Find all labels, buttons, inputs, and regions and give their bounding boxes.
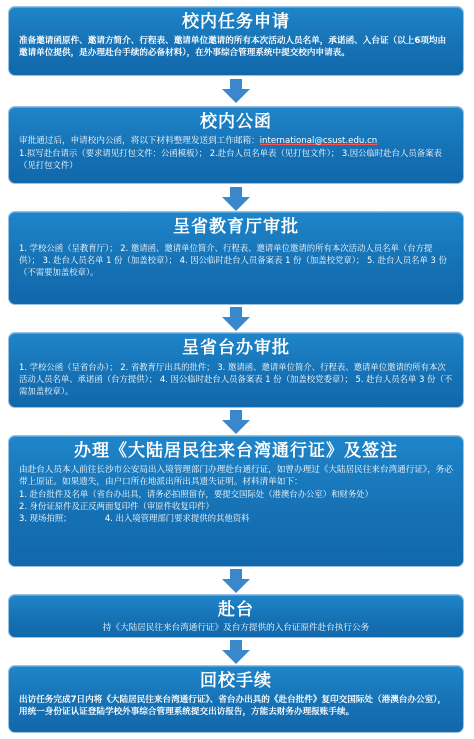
list-item: 2. 邀请函、邀请单位简介、行程表、邀请单位邀请的所有本次活动人员名单（台方提供）； (19, 243, 433, 265)
list-item: 2. 身份证原件及正反两面复印件（审原件收复印件） (19, 501, 214, 511)
list-item: 2. 省教育厅出具的批件； (120, 362, 215, 372)
list-item-text: 3. 现场拍照； (19, 513, 72, 523)
list-item: 3. 赴台人员名单 1 份（加盖校章）； (42, 255, 177, 265)
step-title: 呈省台办审批 (182, 338, 290, 358)
list-item: 1. 学校公函（呈教育厅）； (19, 243, 118, 253)
step-title: 回校手续 (200, 671, 272, 691)
step-return-procedures (8, 665, 464, 733)
down-arrow-icon (222, 79, 250, 103)
list-item: 5. 赴台人员名单 3 份（不需加盖校章）。 (19, 374, 453, 396)
down-arrow-icon (222, 307, 250, 331)
down-arrow-icon (222, 410, 250, 434)
step-education-dept-approval (8, 211, 464, 305)
step-description-text: 审批通过后，申请校内公函，将以下材料整理发送到工作邮箱： (19, 136, 260, 146)
step-title: 办理《大陆居民往来台湾通行证》及签注 (74, 441, 398, 461)
step-travel-permit (8, 435, 464, 567)
step-title: 校内公函 (200, 112, 272, 132)
step-taiwan-office-approval (8, 332, 464, 408)
list-item: 3.因公临时赴台人员备案表（见打包文件） (19, 148, 442, 170)
material-list (9, 147, 463, 171)
step-title: 赴台 (218, 600, 254, 620)
step-task-application (8, 6, 464, 76)
step-description (9, 133, 463, 147)
work-email-link[interactable]: international@csust.edu.cn (259, 136, 378, 146)
list-item: 1. 学校公函（呈省台办）； (19, 362, 118, 372)
material-list (9, 359, 463, 397)
step-description: 准备邀请函原件、邀请方简介、行程表、邀请单位邀请的所有本次活动人员名单，承诺函、入台证（以上6项均由邀请单位提供，是办理赴台手续的必备材料），在外事综合管理系统中提交校内申请表。 (19, 36, 447, 58)
step-description: 由赴台人员本人前往长沙市公安局出入境管理部门办理赴台通行证，如曾办理过《大陆居民往来台湾通行证》，务必带上原证。如果遗失，由户口所在地派出所出具遗失证明。材料清单如下： (19, 465, 453, 487)
list-item (19, 512, 453, 524)
down-arrow-icon (222, 569, 250, 593)
step-description: 出访任务完成7日内将《大陆居民往来台湾通行证》、省台办出具的《赴台批件》复印交国际处（港澳台办公室），用统一身份证认证登陆学校外事综合管理系统提交出访报告，方能去财务办理报账手续。 (19, 695, 447, 717)
list-item: 4. 因公临时赴台人员备案表 1 份（加盖校党委章）； (159, 374, 353, 384)
list-item-text: 4. 出入境管理部门要求提供的其他资料 (104, 513, 250, 523)
material-list (9, 238, 463, 278)
material-list (9, 488, 463, 524)
step-title: 呈省教育厅审批 (173, 217, 299, 237)
down-arrow-icon (222, 187, 250, 211)
list-item: 5. 赴台人员名单 3 份（不需要加盖校章）。 (19, 255, 447, 277)
step-school-letter (8, 106, 464, 184)
list-item: 1. 赴台批件及名单（省台办出具，请务必拍照留存，要提交国际处（港澳台办公室）和财务处） (19, 489, 374, 499)
step-go-to-taiwan (8, 594, 464, 638)
down-arrow-icon (222, 640, 250, 664)
list-item: 3. 邀请函、邀请单位简介、行程表、邀请单位邀请的所有本次活动人员名单、承诺函（台方提供）； (19, 362, 446, 384)
list-item: 2.赴台人员名单表（见打包文件）； (209, 148, 340, 158)
step-title: 校内任务申请 (182, 12, 290, 32)
list-item: 1.拟写赴台请示（要求请见打包文件：公函模板）； (19, 148, 208, 158)
list-item: 4. 因公临时赴台人员备案表 1 份（加盖校党章）； (179, 255, 365, 265)
step-description: 持《大陆居民往来台湾通行证》及台方提供的入台证原件赴台执行公务 (102, 623, 370, 633)
